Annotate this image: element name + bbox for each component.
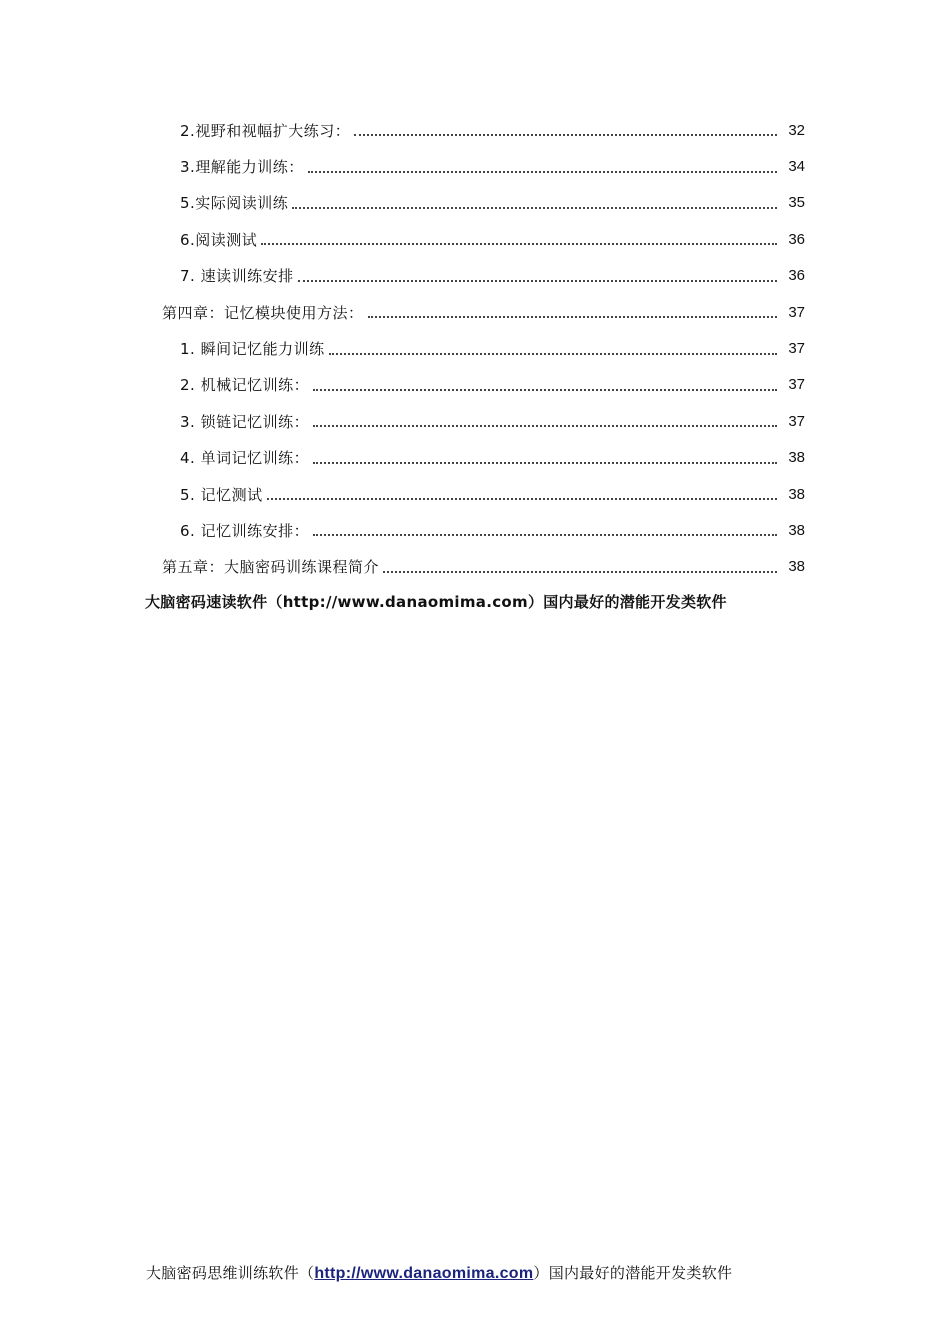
toc-entry-title: 1. 瞬间记忆能力训练 [180, 340, 325, 359]
footer-prefix: 大脑密码思维训练软件（ [146, 1264, 315, 1282]
toc-leader-dots [329, 353, 777, 355]
toc-entry-title: 第四章：记忆模块使用方法： [162, 303, 364, 322]
toc-entry-title: 2.视野和视幅扩大练习： [180, 121, 351, 140]
toc-leader-dots [313, 389, 777, 391]
toc-chapter-entry[interactable] [0, 294, 950, 330]
toc-entry[interactable] [0, 148, 950, 184]
table-of-contents [0, 112, 950, 585]
toc-entry-page: 36 [788, 267, 805, 285]
toc-entry[interactable] [0, 112, 950, 148]
promo-text: 大脑密码速读软件（http://www.danaomima.com）国内最好的潜能开发类软件 [145, 593, 727, 611]
toc-leader-dots [354, 134, 777, 136]
footer-suffix: ）国内最好的潜能开发类软件 [533, 1264, 733, 1282]
toc-leader-dots [383, 571, 777, 573]
page-footer [146, 1262, 732, 1283]
toc-entry[interactable] [0, 440, 950, 476]
toc-entry[interactable] [0, 476, 950, 512]
toc-entry-page: 37 [788, 303, 805, 321]
toc-leader-dots [267, 498, 777, 500]
toc-entry-title: 6. 记忆训练安排： [180, 521, 310, 540]
toc-entry-title: 2. 机械记忆训练： [180, 376, 310, 395]
toc-entry-page: 34 [788, 158, 805, 176]
toc-leader-dots [313, 534, 777, 536]
toc-entry-page: 38 [788, 485, 805, 503]
toc-entry-page: 37 [788, 340, 805, 358]
toc-entry[interactable] [0, 221, 950, 257]
toc-entry-page: 38 [788, 558, 805, 576]
toc-leader-dots [313, 425, 777, 427]
toc-leader-dots [308, 171, 777, 173]
toc-entry-page: 35 [788, 194, 805, 212]
toc-leader-dots [368, 316, 777, 318]
toc-leader-dots [298, 280, 777, 282]
toc-entry[interactable] [0, 512, 950, 548]
toc-entry-page: 37 [788, 412, 805, 430]
toc-entry-title: 7. 速读训练安排 [180, 267, 294, 286]
toc-entry-title: 第五章：大脑密码训练课程简介 [162, 558, 380, 577]
toc-entry[interactable] [0, 258, 950, 294]
toc-chapter-entry[interactable] [0, 549, 950, 585]
toc-entry-page: 38 [788, 449, 805, 467]
toc-entry[interactable] [0, 367, 950, 403]
toc-entry-title: 3. 锁链记忆训练： [180, 412, 310, 431]
toc-entry-title: 3.理解能力训练： [180, 158, 304, 177]
toc-entry-title: 5.实际阅读训练 [180, 194, 289, 213]
toc-leader-dots [313, 462, 777, 464]
toc-entry[interactable] [0, 185, 950, 221]
toc-entry-page: 32 [788, 121, 805, 139]
toc-entry-page: 38 [788, 521, 805, 539]
toc-entry-title: 4. 单词记忆训练： [180, 449, 310, 468]
footer-link[interactable]: http://www.danaomima.com [314, 1265, 534, 1282]
toc-entry-page: 36 [788, 230, 805, 248]
toc-entry[interactable] [0, 330, 950, 366]
toc-leader-dots [292, 207, 777, 209]
toc-leader-dots [261, 243, 777, 245]
toc-entry-page: 37 [788, 376, 805, 394]
toc-entry[interactable] [0, 403, 950, 439]
toc-entry-title: 5. 记忆测试 [180, 485, 263, 504]
toc-entry-title: 6.阅读测试 [180, 230, 258, 249]
